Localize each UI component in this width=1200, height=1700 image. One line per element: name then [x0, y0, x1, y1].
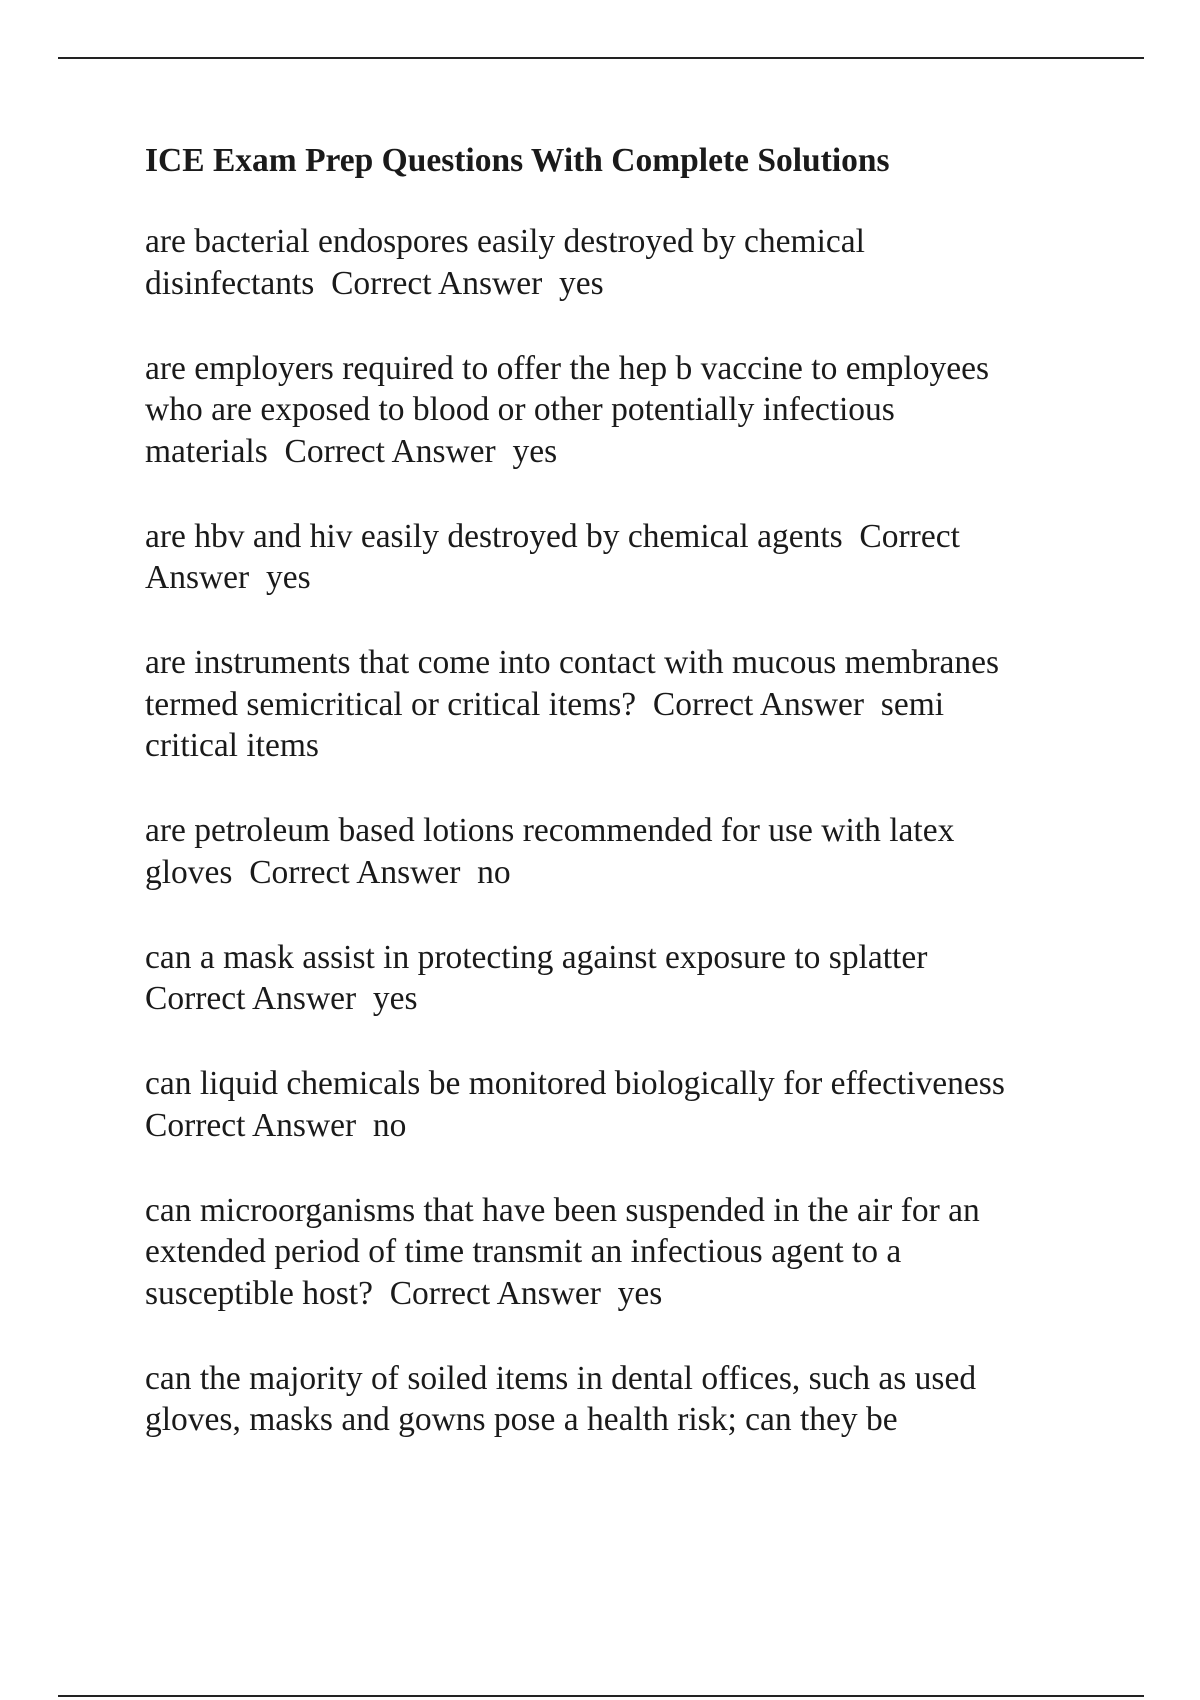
qa-entry-line: Correct Answer no [145, 1106, 407, 1144]
qa-entry-line: are hbv and hiv easily destroyed by chemical agents Correct [145, 517, 960, 555]
document-title: ICE Exam Prep Questions With Complete Solutions [145, 142, 890, 179]
qa-entry-line: Answer yes [145, 559, 311, 596]
qa-entry-line: can microorganisms that have been suspended in the air for an [145, 1191, 980, 1229]
qa-entry-line: are instruments that come into contact with mucous membranes [145, 644, 1000, 681]
qa-entry [145, 937, 1095, 1020]
footer-rule [58, 1695, 1144, 1697]
qa-entry-line: gloves Correct Answer no [145, 853, 511, 891]
qa-entry [145, 516, 1095, 599]
qa-entry-line: can a mask assist in protecting against exposure to splatter [145, 938, 928, 976]
qa-entry-line: Correct Answer yes [145, 980, 418, 1017]
qa-entry-line: can liquid chemicals be monitored biologically for effectiveness [145, 1065, 1005, 1102]
qa-entry [145, 348, 1095, 473]
qa-entry [145, 810, 1095, 893]
qa-entry-line: can the majority of soiled items in dental offices, such as used [145, 1359, 977, 1397]
qa-entry-line: critical items [145, 727, 319, 764]
qa-entry-line: disinfectants Correct Answer yes [145, 264, 604, 302]
qa-entry [145, 1190, 1095, 1315]
qa-entry-line: are bacterial endospores easily destroyed by chemical [145, 223, 865, 260]
qa-entry-line: extended period of time transmit an infectious agent to a [145, 1233, 902, 1270]
qa-entry [145, 1063, 1095, 1146]
qa-entry-line: are employers required to offer the hep b vaccine to employees [145, 349, 989, 387]
qa-entry-line: termed semicritical or critical items? Correct Answer semi [145, 685, 945, 723]
qa-entry-line: gloves, masks and gowns pose a health risk; can they be [145, 1401, 898, 1438]
qa-entry-line: who are exposed to blood or other potentially infectious [145, 391, 895, 428]
qa-entry-line: are petroleum based lotions recommended for use with latex [145, 812, 955, 849]
page-content [145, 140, 1095, 1484]
qa-entry-line: susceptible host? Correct Answer yes [145, 1274, 663, 1312]
qa-entry [145, 642, 1095, 767]
qa-entry [145, 221, 1095, 304]
qa-list [145, 221, 1095, 1441]
header-rule [58, 57, 1144, 59]
qa-entry-line: materials Correct Answer yes [145, 432, 558, 470]
qa-entry [145, 1358, 1095, 1441]
